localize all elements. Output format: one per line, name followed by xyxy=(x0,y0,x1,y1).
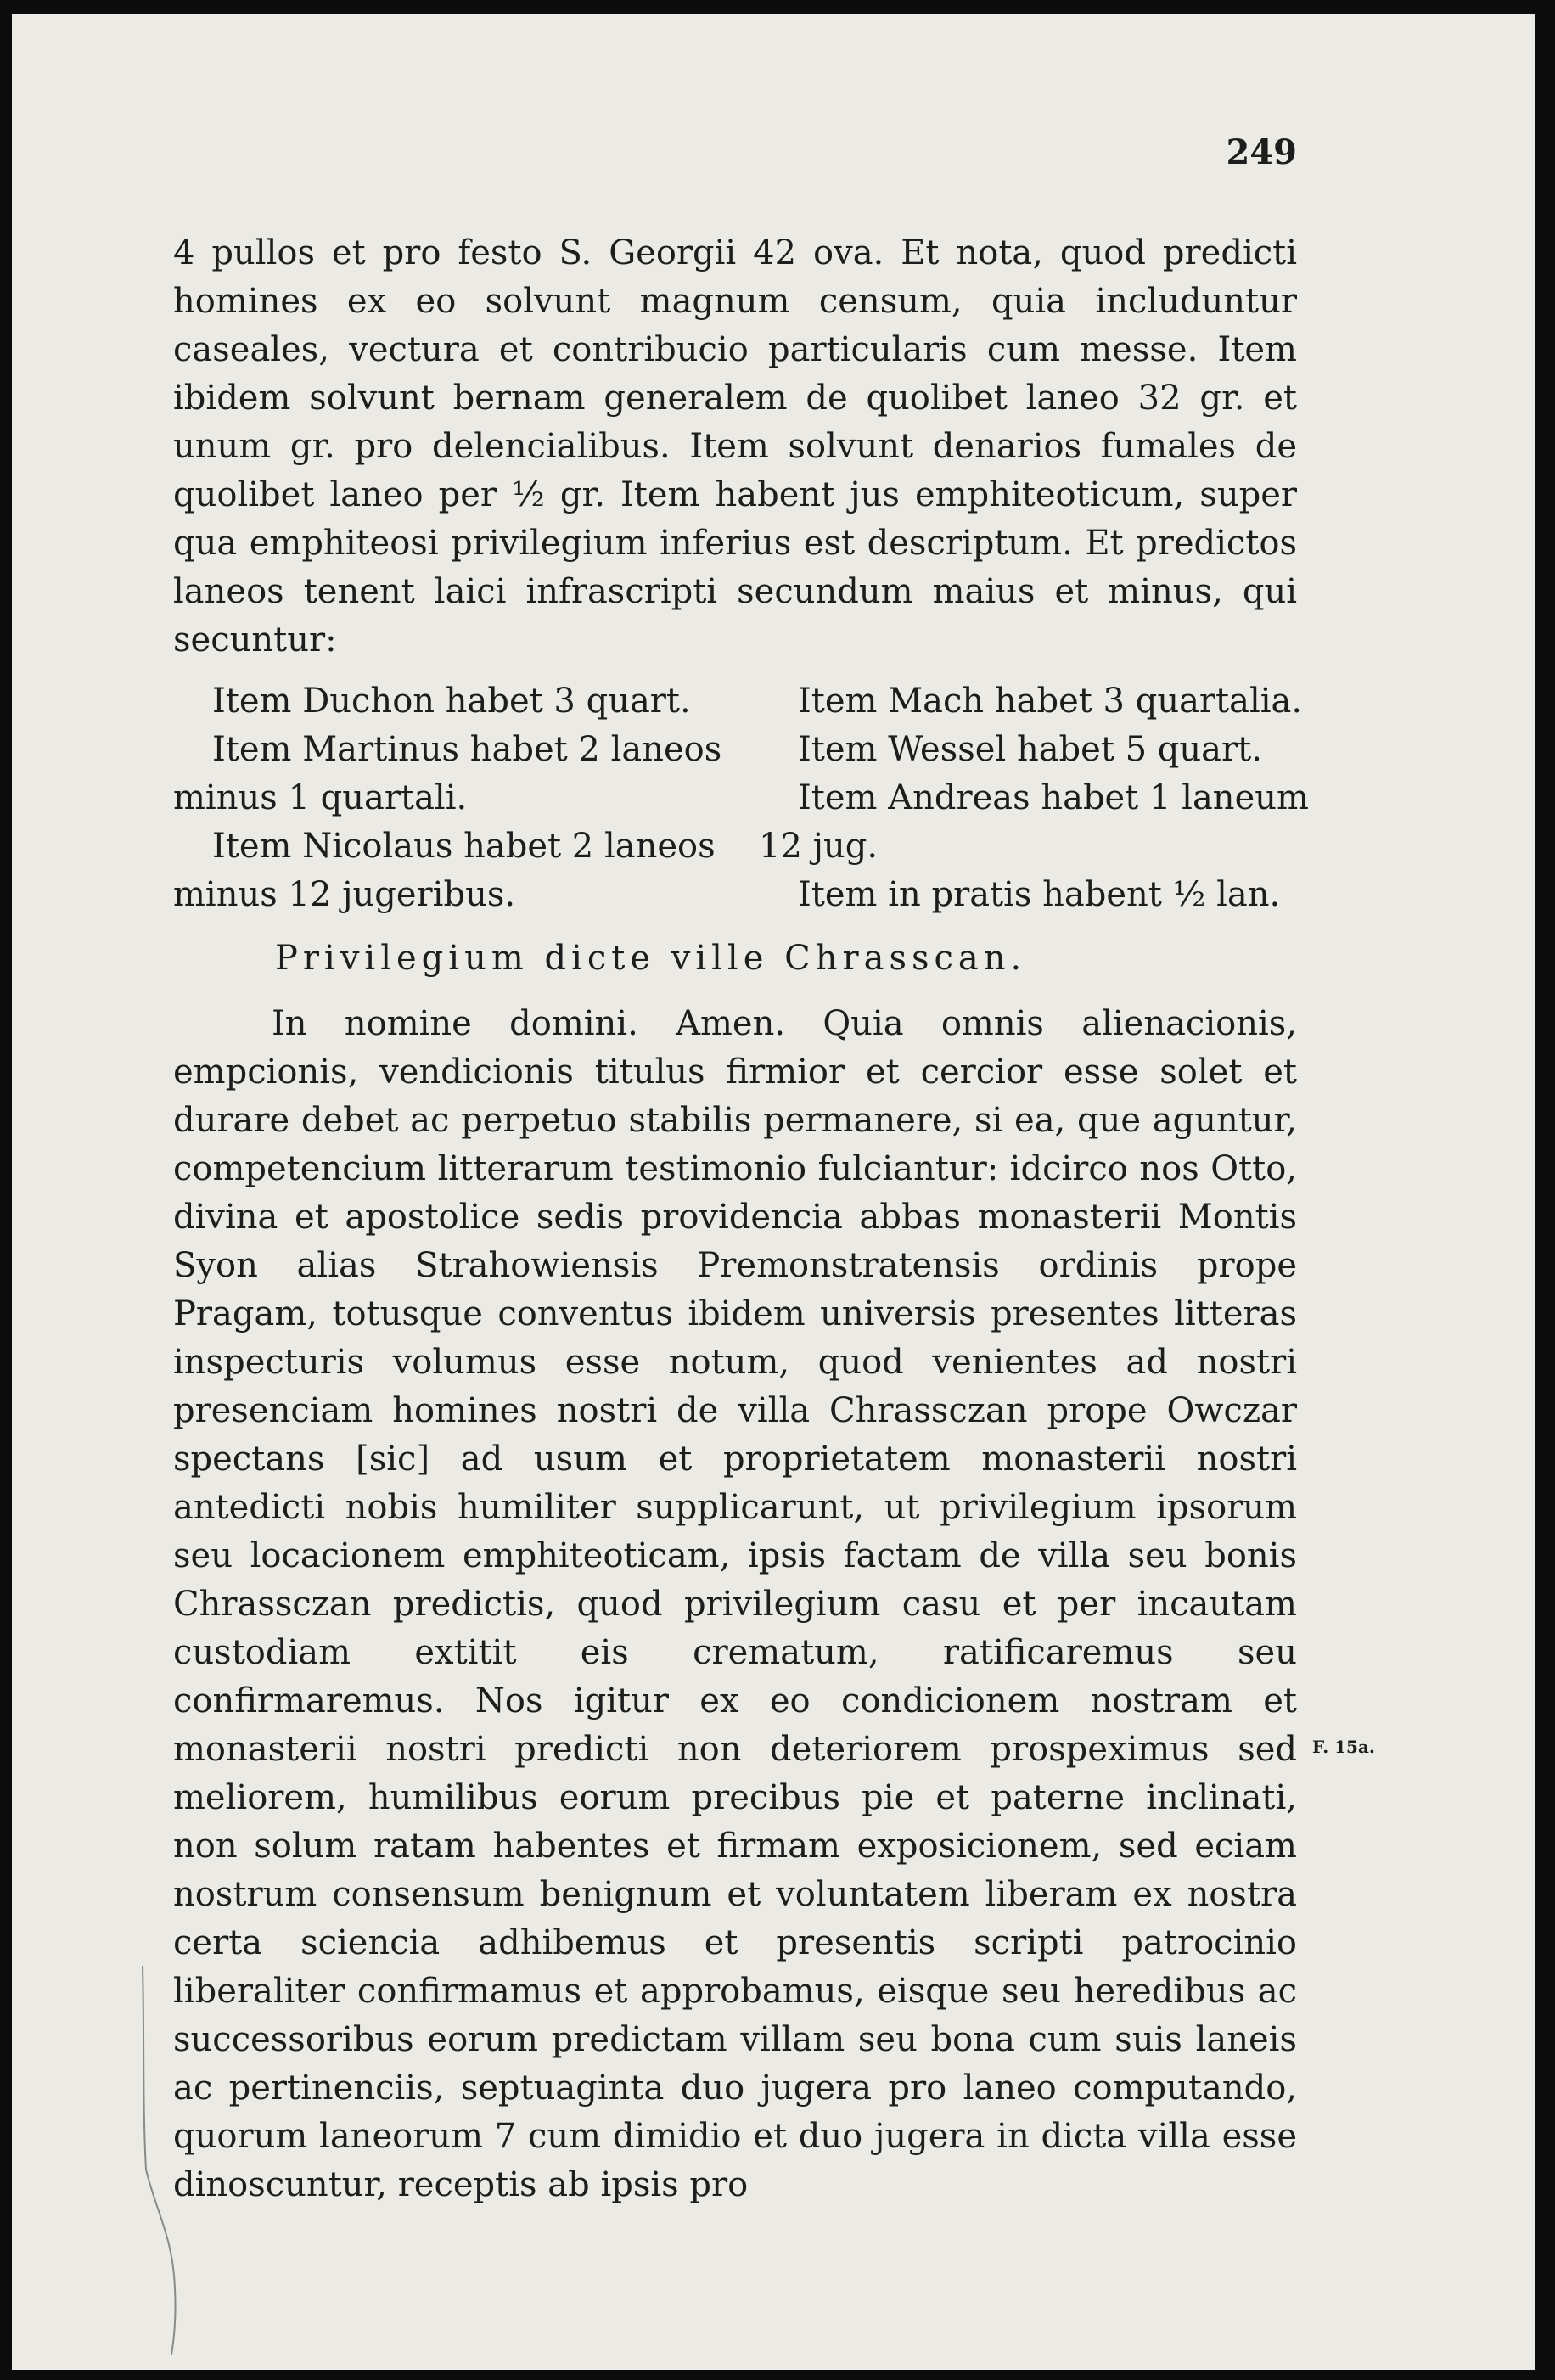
paragraph-privilege: In nomine domini. Amen. Quia omnis alienacionis, empcionis, vendicionis titulus firmior et cercior esse solet et durare debet ac perpetuo stabilis permanere, si ea, que aguntur, competencium litterarum testimonio fulciantur: idcirco nos Otto, divina et apostolice sedis providencia abbas monasterii Montis Syon alias Strahowiensis Premonstratensis ordinis prope Pragam, totusque conventus ibidem universis presentes litteras inspecturis volumus esse notum, quod venientes ad nostri presenciam homines nostri de villa Chrassczan prope Owczar spectans [sic] ad usum et proprietatem monasterii nostri antedicti nobis humiliter supplicarunt, ut privilegium ipsorum seu locacionem emphiteoticam, ipsis factam de villa seu bonis Chrassczan predictis, quod privilegium casu et per incautam custodiam extitit eis crematum, ratificaremus seu confirmaremus. Nos igitur ex eo condicionem nostram et monasterii nostri predicti non deteriorem prospeximus sed meliorem, humilibus eorum precibus pie et paterne inclinati, non solum ratam habentes et firmam exposicionem, sed eciam nostrum consensum benignum et voluntatem liberam ex nostra certa sciencia adhibemus et presentis scripti patrocinio liberaliter confirmamus et approbamus, eisque seu heredibus ac successoribus eorum predictam villam seu bona cum suis laneis ac pertinenciis, septuaginta duo jugera pro laneo computando, quorum laneorum 7 cum dimidio et duo jugera in dicta villa esse dinoscuntur, receptis ab ipsis pro xyxy=(173,1004,1297,2204)
tenant-list-left-column xyxy=(173,677,722,919)
page-number: 249 xyxy=(1226,132,1297,172)
folio-margin-note: F. 15a. xyxy=(1312,1737,1375,1757)
list-item: 12 jug. xyxy=(759,827,879,866)
list-item: Item Duchon habet 3 quart. xyxy=(212,682,691,721)
list-item: minus 12 jugeribus. xyxy=(173,875,516,914)
section-heading: Privilegium dicte ville Chrasscan. xyxy=(275,939,1027,978)
list-item: Item Wessel habet 5 quart. xyxy=(798,730,1262,769)
tenant-list-right-column xyxy=(759,677,1309,919)
list-item: Item Andreas habet 1 laneum xyxy=(798,778,1309,817)
list-item: Item Nicolaus habet 2 laneos xyxy=(212,827,716,866)
list-item: Item in pratis habent ½ lan. xyxy=(798,875,1281,914)
list-item: minus 1 quartali. xyxy=(173,778,468,817)
paragraph-census: 4 pullos et pro festo S. Georgii 42 ova. Et nota, quod predicti homines ex eo solvunt magnum censum, quia includuntur caseales, vectura et contribucio particularis cum messe. Item ibidem solvunt bernam generalem de quolibet laneo 32 gr. et unum gr. pro delencialibus. Item solvunt denarios fumales de quolibet laneo per ½ gr. Item habent jus emphiteoticum, super qua emphiteosi privilegium inferius est descriptum. Et predictos laneos tenent laici infrascripti secundum maius et minus, qui secuntur: xyxy=(173,233,1297,660)
list-item: Item Mach habet 3 quartalia. xyxy=(798,682,1303,721)
pencil-margin-mark xyxy=(139,1957,190,2356)
book-page xyxy=(12,14,1535,2370)
list-item: Item Martinus habet 2 laneos xyxy=(212,730,722,769)
